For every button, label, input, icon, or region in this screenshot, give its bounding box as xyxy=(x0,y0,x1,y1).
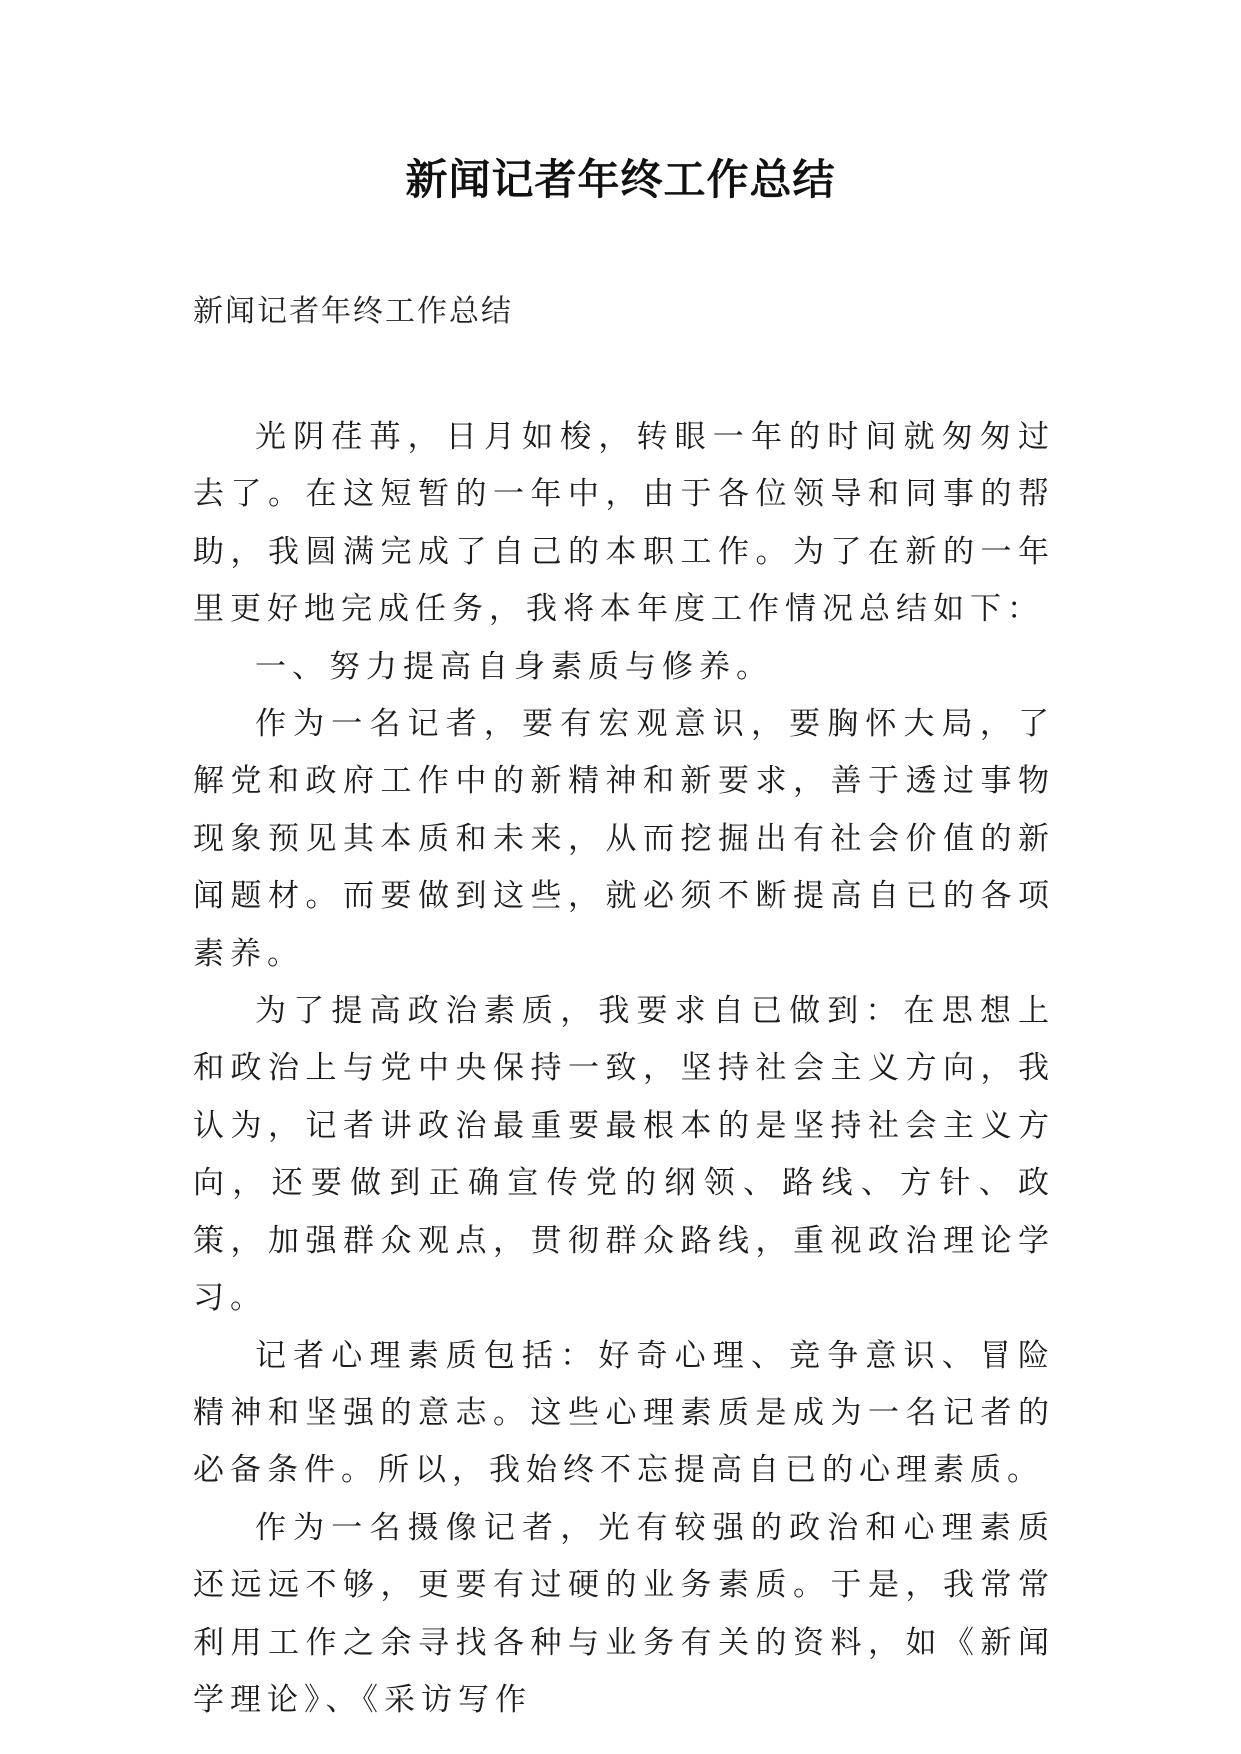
paragraph-journalist-awareness: 作为一名记者，要有宏观意识，要胸怀大局，了解党和政府工作中的新精神和新要求，善于透过事物现象预见其本质和未来，从而挖掘出有社会价值的新闻题材。而要做到这些，就必须不断提高自已的各项素养。 xyxy=(193,706,1055,972)
paragraph-intro: 光阴荏苒，日月如梭，转眼一年的时间就匆匆过去了。在这短暂的一年中，由于各位领导和同事的帮助，我圆满完成了自己的本职工作。为了在新的一年里更好地完成任务，我将本年度工作情况总结如下： xyxy=(193,419,1055,628)
paragraph-political-quality: 为了提高政治素质，我要求自已做到：在思想上和政治上与党中央保持一致，坚持社会主义方向，我认为，记者讲政治最重要最根本的是坚持社会主义方向，还要做到正确宣传党的纲领、路线、方针、政策，加强群众观点，贯彻群众路线，重视政治理论学习。 xyxy=(193,993,1055,1317)
paragraph-psychological-quality: 记者心理素质包括：好奇心理、竞争意识、冒险精神和坚强的意志。这些心理素质是成为一名记者的必备条件。所以，我始终不忘提高自已的心理素质。 xyxy=(193,1337,1055,1489)
paragraph-professional-quality: 作为一名摄像记者，光有较强的政治和心理素质还远远不够，更要有过硬的业务素质。于是，我常常利用工作之余寻找各种与业务有关的资料，如《新闻学理论》、《采访写作 xyxy=(193,1509,1055,1718)
document-title: 新闻记者年终工作总结 xyxy=(405,155,836,204)
document-subtitle: 新闻记者年终工作总结 xyxy=(193,294,513,329)
document-body xyxy=(193,409,1055,1729)
section-heading-1: 一、努力提高自身素质与修养。 xyxy=(255,648,773,685)
